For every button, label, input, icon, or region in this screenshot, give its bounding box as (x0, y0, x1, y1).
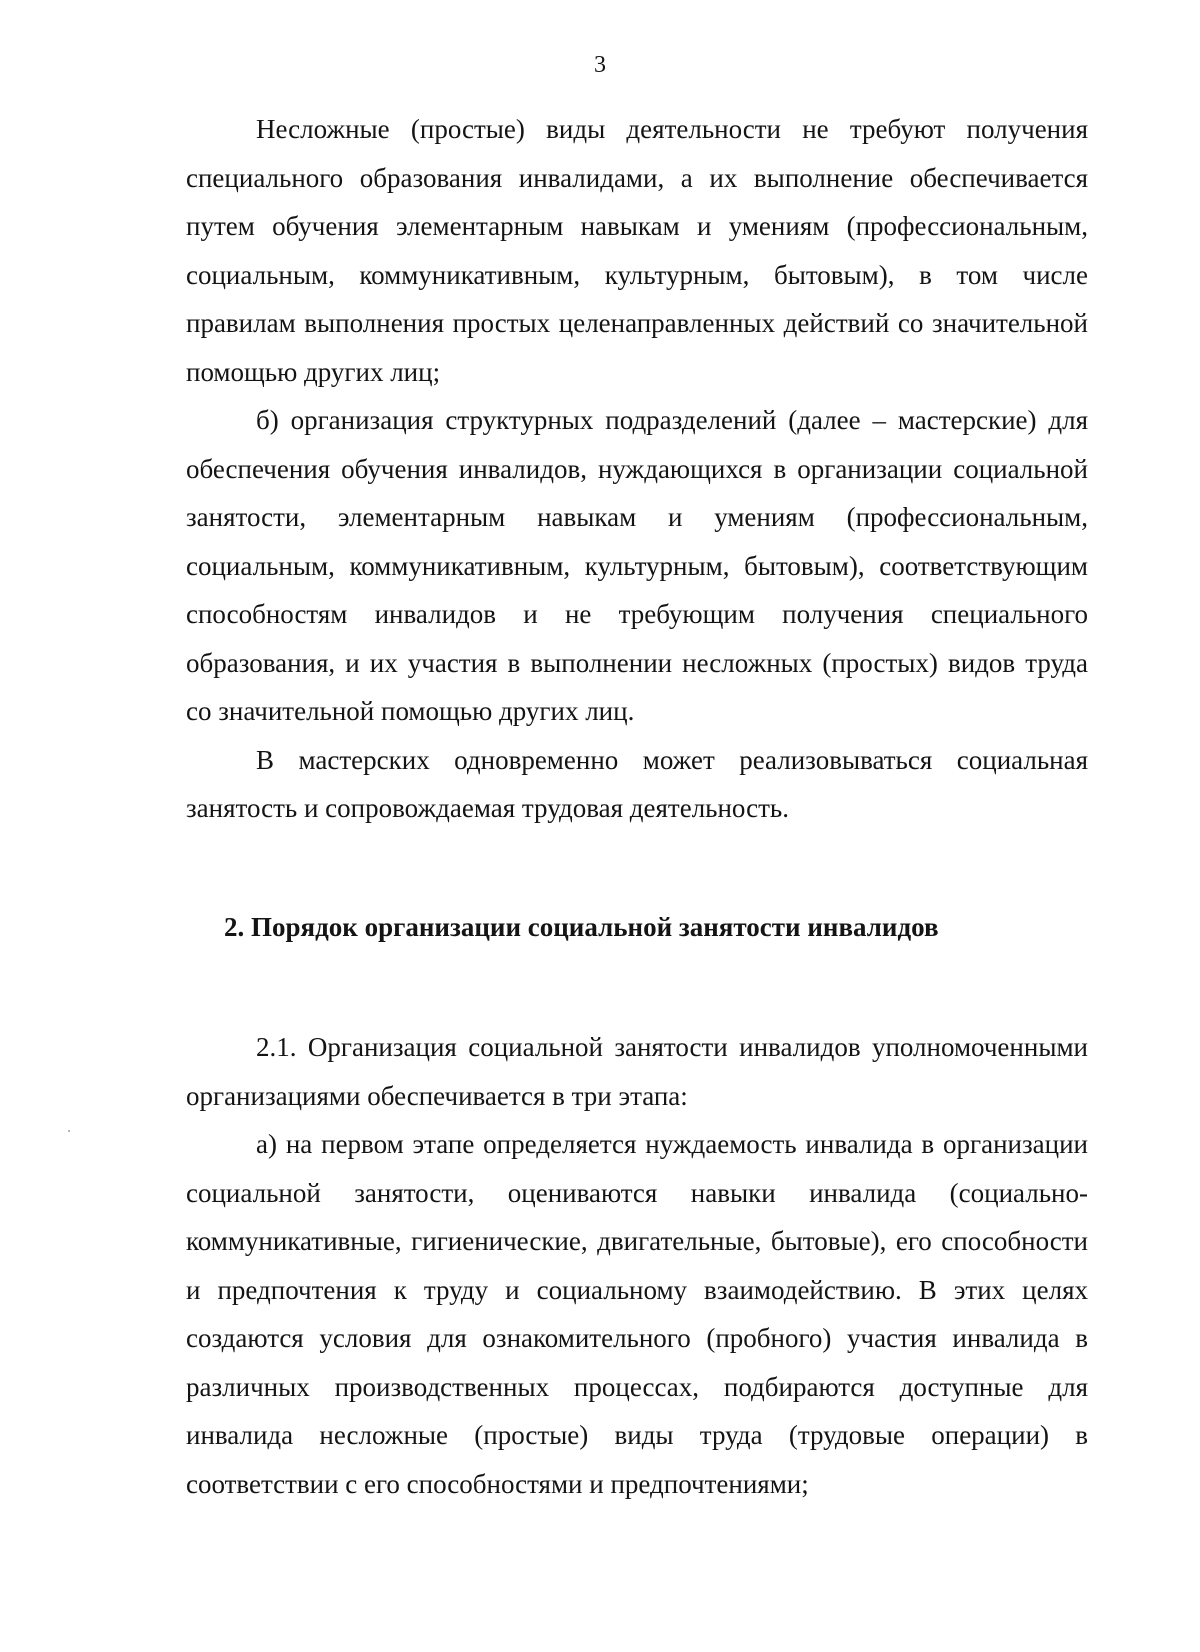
paragraph-first-stage: а) на первом этапе определяется нуждаемость инвалида в организации социальной занятости, оцениваются навыки инвалида (социально-коммуникативные, гигиенические, двигательные, бытовые), его способности и предпочтения к труду и социальному взаимодействию. В этих целях создаются условия для ознакомительного (пробного) участия инвалида в различных производственных процессах, подбираются доступные для инвалида несложные (простые) виды труда (трудовые операции) в соответствии с его способностями и предпочтениями; (186, 1129, 1088, 1499)
scan-artifact (68, 1130, 70, 1132)
document-body (186, 105, 1088, 1508)
paragraph-simple-activities: Несложные (простые) виды деятельности не требуют получения специального образования инвалидами, а их выполнение обеспечивается путем обучения элементарным навыкам и умениям (профессиональным, социальным, коммуникативным, культурным, бытовым), в том числе правилам выполнения простых целенаправленных действий со значительной помощью других лиц; (186, 114, 1088, 387)
page-number: 3 (594, 52, 606, 78)
paragraph-stages-intro: 2.1. Организация социальной занятости инвалидов уполномоченными организациями обеспечивается в три этапа: (186, 1032, 1088, 1111)
paragraph-workshops-organization: б) организация структурных подразделений (далее – мастерские) для обеспечения обучения инвалидов, нуждающихся в организации социальной занятости, элементарным навыкам и умениям (профессиональным, социальным, коммуникативным, культурным, бытовым), соответствующим способностям инвалидов и не требующим получения специального образования, и их участия в выполнении несложных (простых) видов труда со значительной помощью других лиц. (186, 405, 1088, 726)
paragraph-workshops-combined: В мастерских одновременно может реализовываться социальная занятость и сопровождаемая трудовая деятельность. (186, 744, 1088, 823)
section-heading: 2. Порядок организации социальной занятости инвалидов (224, 911, 939, 942)
